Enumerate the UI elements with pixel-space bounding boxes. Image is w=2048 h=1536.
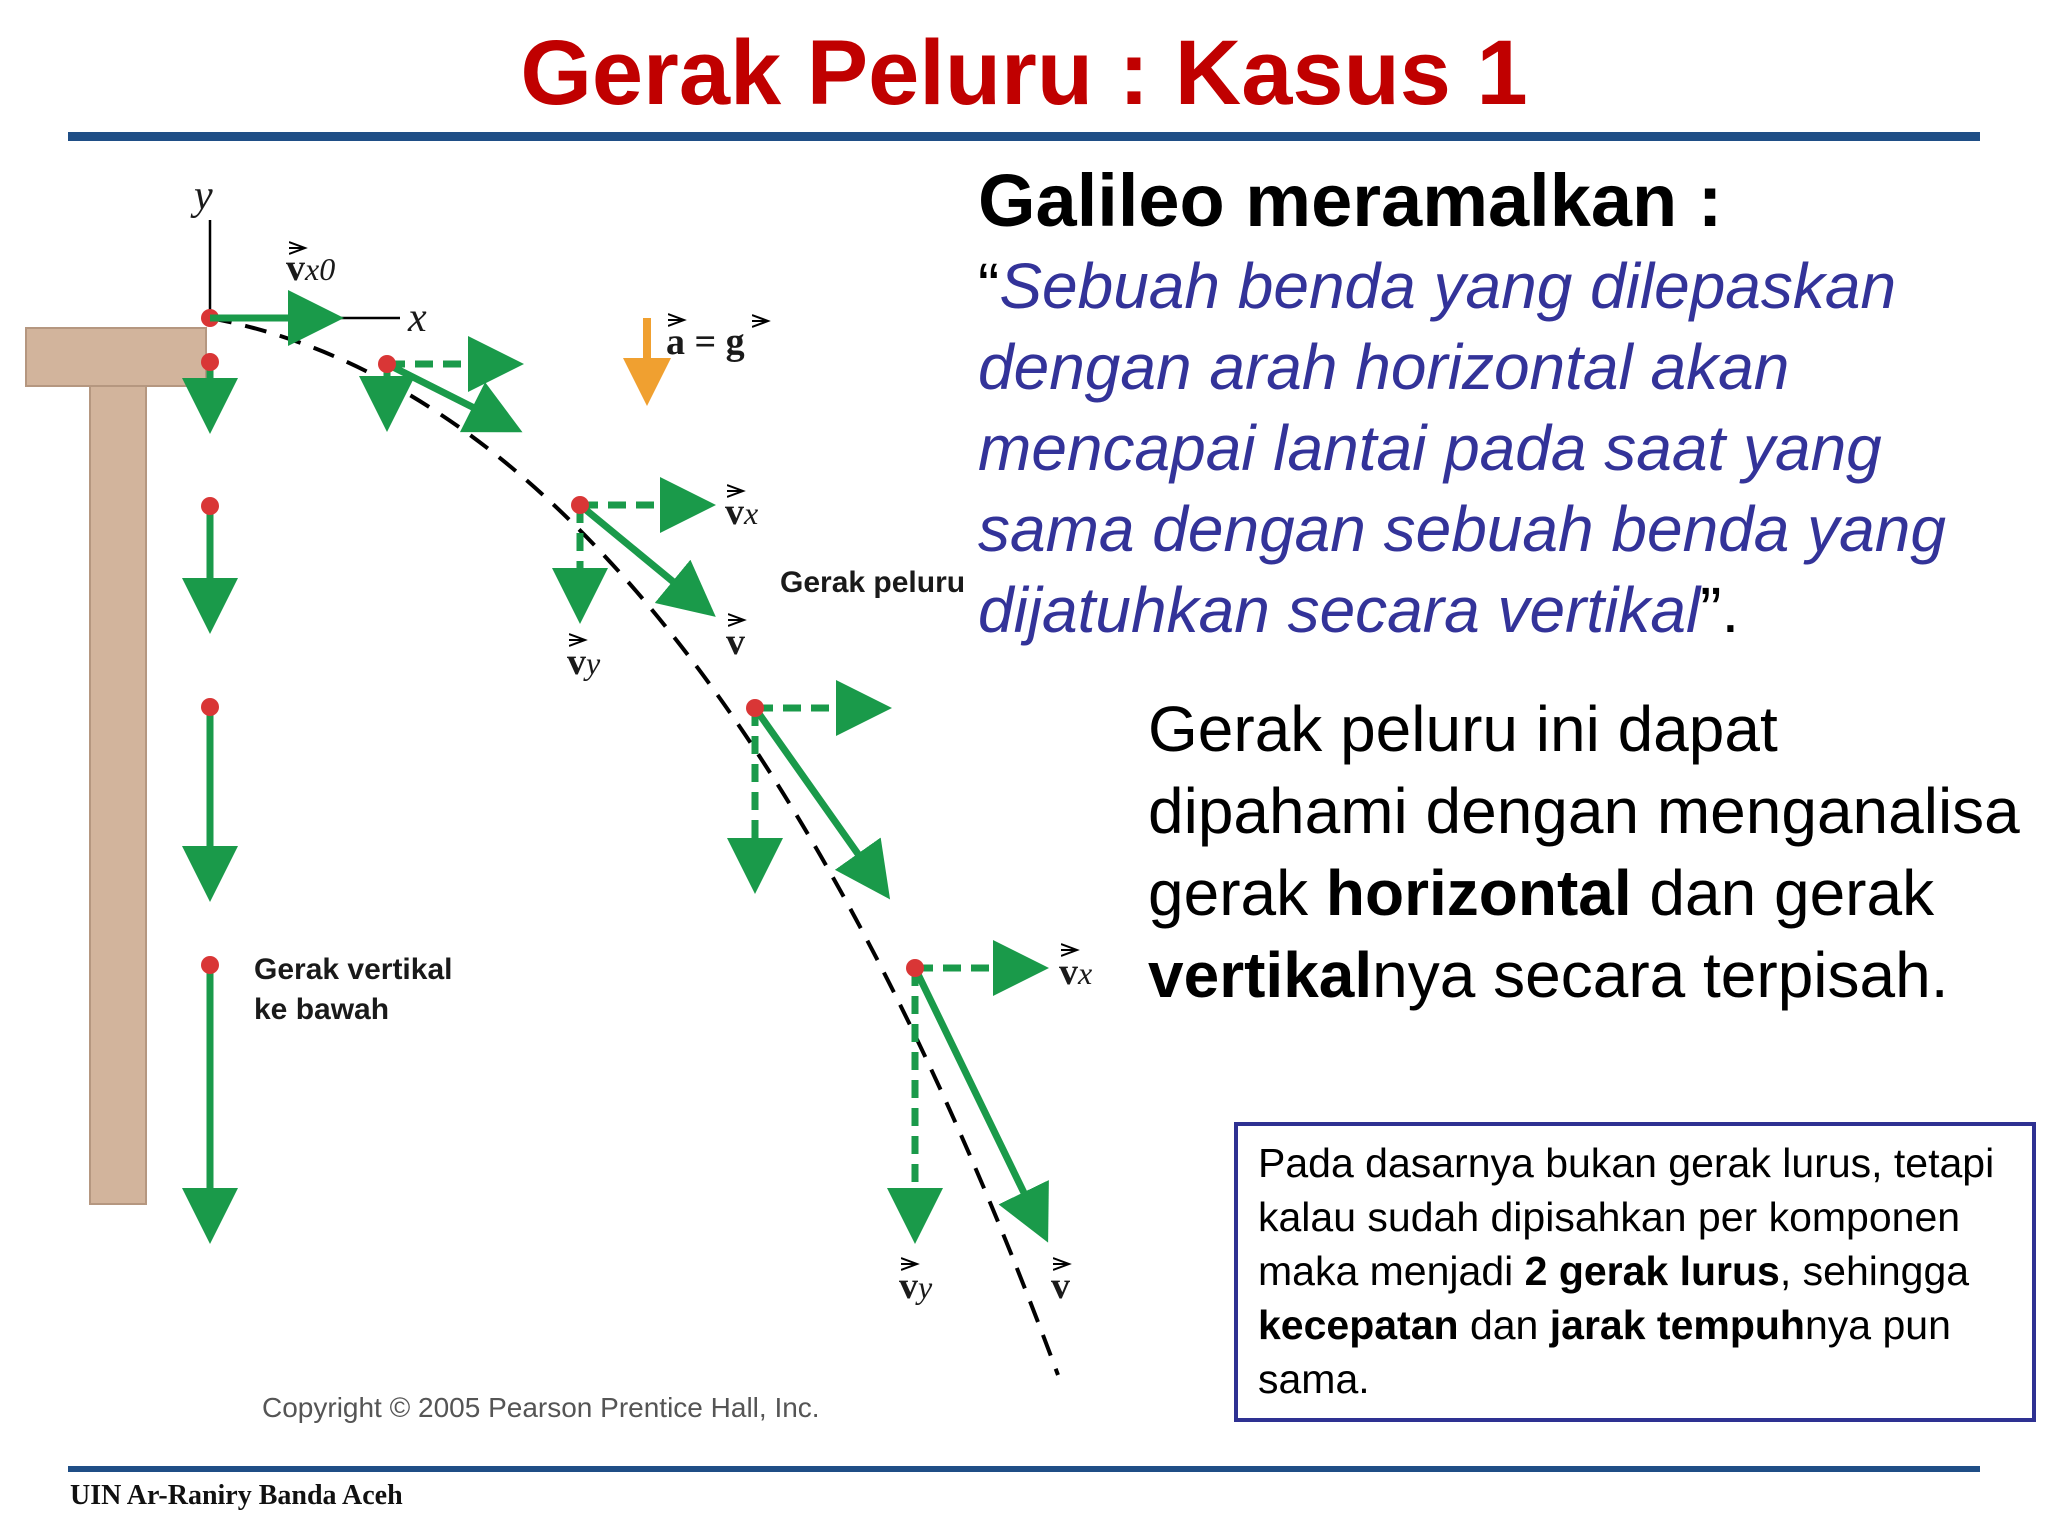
vector-accents [289, 248, 1077, 1264]
explanation-text: Gerak peluru ini dapat dipahami dengan menganalisa gerak horizontal dan gerak vertikalnya secara terpisah. [1148, 693, 2020, 1011]
quote-close-mark: ”. [1700, 574, 1740, 646]
slide-title: Gerak Peluru : Kasus 1 [520, 22, 1528, 124]
vx-label-2: vx [1059, 951, 1093, 993]
trajectory-curve [210, 318, 1058, 1375]
bottom-divider [68, 1466, 1980, 1472]
note-box: Pada dasarnya bukan gerak lurus, tetapi kalau sudah dipisahkan per komponen maka menjadi 2 gerak lurus, sehingga kecepatan dan jarak tempuhnya pun sama. [1234, 1122, 2036, 1422]
projectile-dots [378, 355, 924, 977]
projectile-motion-label: Gerak peluru [780, 566, 966, 599]
quote-text: Sebuah benda yang dilepaskan dengan arah horizontal akan mencapai lantai pada saat yang sama dengan sebuah benda yang dijatuhkan secara vertikal [978, 250, 1946, 646]
projectile-diagram [0, 150, 1130, 1440]
galileo-heading: Galileo meramalkan : [978, 159, 1723, 242]
footer-institution: UIN Ar-Raniry Banda Aceh [70, 1480, 403, 1511]
projectile-components [387, 364, 1042, 1230]
v-label-1: v [726, 621, 745, 663]
acceleration-label: a = g [666, 321, 745, 363]
vy-label-1: vy [567, 641, 601, 683]
quote-open-mark: “ [978, 250, 1000, 322]
axis-y-label: y [194, 173, 213, 219]
galileo-quote [978, 246, 2038, 651]
vertical-motion-label: Gerak vertikal ke bawah [254, 953, 453, 1026]
projectile-figure [0, 150, 1130, 1440]
vy-label-2: vy [899, 1265, 933, 1307]
vx0-label: vx0 [286, 247, 336, 289]
top-divider [68, 132, 1980, 141]
v-label-2: v [1051, 1265, 1070, 1307]
axis-x-label: x [408, 295, 427, 341]
vx-label-1: vx [725, 491, 759, 533]
copyright-notice: Copyright © 2005 Pearson Prentice Hall, Inc. [262, 1392, 820, 1423]
cliff [26, 328, 206, 1204]
